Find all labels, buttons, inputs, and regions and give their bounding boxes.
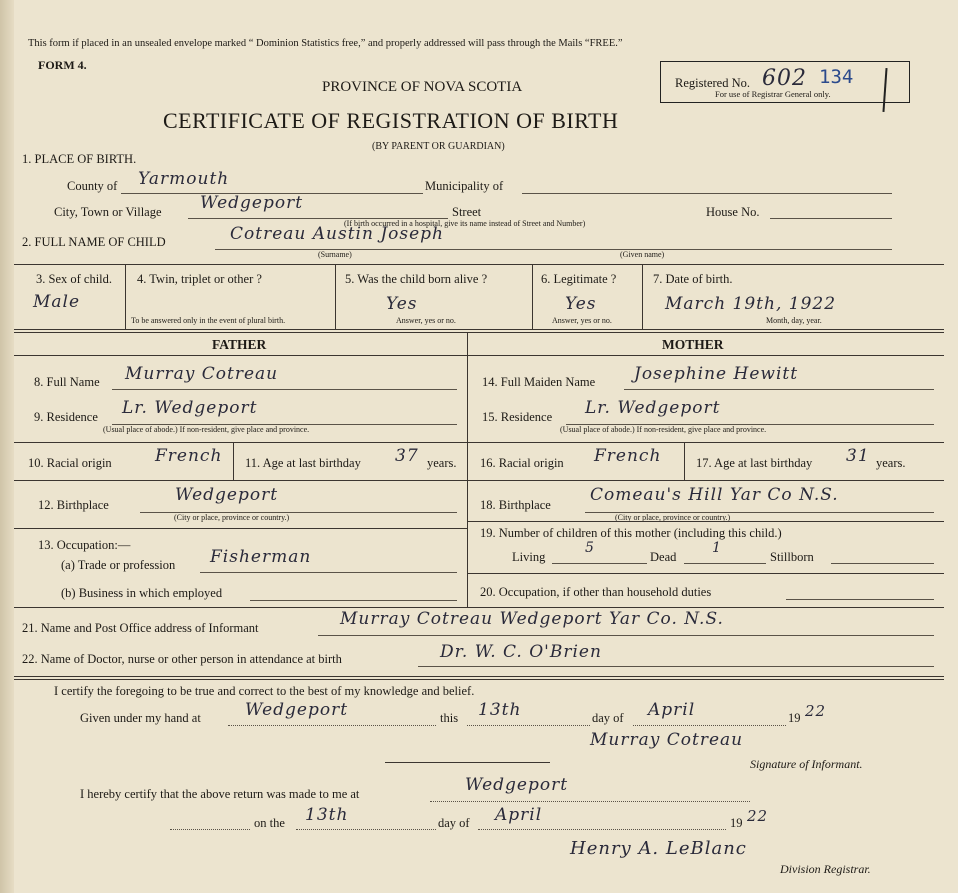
trade-label: (a) Trade or profession (61, 558, 176, 572)
informant-signature: Murray Cotreau (590, 730, 744, 750)
date-note: Month, day, year. (766, 316, 822, 325)
children-count-label: 19. Number of children of this mother (including this child.) (480, 526, 782, 540)
surname-note: (Surname) (318, 250, 352, 259)
city-label: City, Town or Village (54, 205, 162, 219)
registered-number-box (660, 61, 910, 103)
doctor-value: Dr. W. C. O'Brien (440, 642, 602, 662)
registrar-month-value: April (495, 805, 543, 825)
house-label: House No. (706, 205, 760, 219)
registrar-signature: Henry A. LeBlanc (570, 838, 747, 859)
father-age-label: 11. Age at last birthday (245, 456, 361, 470)
certificate-subtitle: (BY PARENT OR GUARDIAN) (372, 141, 505, 152)
alive-label: 5. Was the child born alive ? (345, 272, 488, 286)
street-note: (If birth occurred in a hospital, give its name instead of Street and Number) (344, 219, 586, 228)
mother-residence-value: Lr. Wedgeport (585, 398, 721, 418)
father-occupation-label: 13. Occupation:— (38, 538, 131, 552)
mail-notice: This form if placed in an unsealed envelope marked “ Dominion Statistics free,” and properly addressed will pass through the Mails “FREE.” (28, 38, 623, 49)
this-label: this (440, 711, 459, 725)
registrar-year-value: 22 (747, 807, 769, 825)
this-day-value: 13th (478, 700, 522, 720)
municipality-label: Municipality of (425, 179, 504, 193)
living-label: Living (512, 550, 546, 564)
registrar-signature-label: Division Registrar. (780, 862, 871, 876)
on-the-label: on the (254, 816, 285, 830)
father-birthplace-label: 12. Birthplace (38, 498, 109, 512)
mother-residence-label: 15. Residence (482, 410, 553, 424)
alive-note: Answer, yes or no. (396, 316, 456, 325)
form-number: FORM 4. (38, 58, 87, 72)
living-value: 5 (585, 540, 595, 556)
mother-name-value: Josephine Hewitt (634, 364, 799, 384)
county-value: Yarmouth (138, 169, 230, 189)
date-label: 7. Date of birth. (653, 272, 733, 286)
father-birthplace-value: Wedgeport (175, 485, 279, 505)
mother-name-label: 14. Full Maiden Name (482, 375, 596, 389)
registered-label: Registered No. (675, 76, 750, 90)
father-heading: FATHER (212, 337, 267, 352)
father-age-value: 37 (395, 446, 419, 466)
given-place-value: Wedgeport (245, 700, 349, 720)
paper-edge (0, 0, 14, 893)
mother-racial-label: 16. Racial origin (480, 456, 564, 470)
father-years: years. (427, 456, 457, 470)
father-name-label: 8. Full Name (34, 375, 100, 389)
dead-label: Dead (650, 550, 677, 564)
province-name: PROVINCE OF NOVA SCOTIA (322, 79, 523, 95)
twin-note: To be answered only in the event of plural birth. (131, 316, 286, 325)
twin-label: 4. Twin, triplet or other ? (137, 272, 262, 286)
certification-statement: I certify the foregoing to be true and correct to the best of my knowledge and belief. (54, 684, 475, 698)
sex-value: Male (33, 292, 81, 312)
mother-birthplace-note: (City or place, province or country.) (615, 513, 731, 522)
trade-value: Fisherman (210, 547, 312, 567)
certification-year-value: 22 (805, 702, 827, 720)
given-name-note: (Given name) (620, 250, 665, 259)
legitimate-label: 6. Legitimate ? (541, 272, 617, 286)
father-racial-label: 10. Racial origin (28, 456, 112, 470)
father-birthplace-note: (City or place, province or country.) (174, 513, 290, 522)
day-of-label: day of (592, 711, 624, 725)
legitimate-note: Answer, yes or no. (552, 316, 612, 325)
mother-age-label: 17. Age at last birthday (696, 456, 813, 470)
alive-value: Yes (386, 294, 418, 314)
sex-label: 3. Sex of child. (36, 272, 113, 286)
street-label: Street (452, 205, 482, 219)
date-value: March 19th, 1922 (665, 294, 837, 314)
doctor-label: 22. Name of Doctor, nurse or other person in attendance at birth (22, 652, 342, 666)
year-prefix: 19 (788, 711, 801, 725)
mother-birthplace-value: Comeau's Hill Yar Co N.S. (590, 485, 839, 505)
place-of-birth-heading: 1. PLACE OF BIRTH. (22, 152, 137, 166)
certification-month-value: April (648, 700, 696, 720)
registrar-statement: I hereby certify that the above return was made to me at (80, 787, 360, 801)
mother-racial-value: French (594, 446, 662, 466)
registered-stamp-number: 134 (819, 66, 854, 88)
registrar-day-value: 13th (305, 805, 349, 825)
mother-age-value: 31 (846, 446, 870, 466)
father-residence-value: Lr. Wedgeport (122, 398, 258, 418)
registrar-year-prefix: 19 (730, 816, 743, 830)
stillborn-label: Stillborn (770, 550, 814, 564)
father-residence-label: 9. Residence (34, 410, 98, 424)
business-label: (b) Business in which employed (61, 586, 223, 600)
child-name-label: 2. FULL NAME OF CHILD (22, 235, 166, 249)
certificate-title: CERTIFICATE OF REGISTRATION OF BIRTH (163, 108, 619, 133)
informant-label: 21. Name and Post Office address of Informant (22, 621, 259, 635)
mother-occupation-label: 20. Occupation, if other than household duties (480, 585, 712, 599)
child-name-value: Cotreau Austin Joseph (230, 224, 444, 244)
father-name-value: Murray Cotreau (125, 364, 279, 384)
father-racial-value: French (155, 446, 223, 466)
informant-signature-label: Signature of Informant. (750, 757, 863, 771)
mother-residence-note: (Usual place of abode.) If non-resident, give place and province. (560, 425, 767, 434)
mother-heading: MOTHER (662, 337, 724, 352)
registered-hand-number: 602 (762, 66, 807, 91)
dead-value: 1 (712, 540, 722, 556)
given-label: Given under my hand at (80, 711, 201, 725)
mother-birthplace-label: 18. Birthplace (480, 498, 551, 512)
registrar-day-of-label: day of (438, 816, 470, 830)
registrar-place-value: Wedgeport (465, 775, 569, 795)
legitimate-value: Yes (565, 294, 597, 314)
county-label: County of (67, 179, 118, 193)
informant-value: Murray Cotreau Wedgeport Yar Co. N.S. (340, 609, 724, 629)
mother-years: years. (876, 456, 906, 470)
city-value: Wedgeport (200, 193, 304, 213)
registrar-note: For use of Registrar General only. (715, 89, 831, 99)
father-residence-note: (Usual place of abode.) If non-resident, give place and province. (103, 425, 310, 434)
